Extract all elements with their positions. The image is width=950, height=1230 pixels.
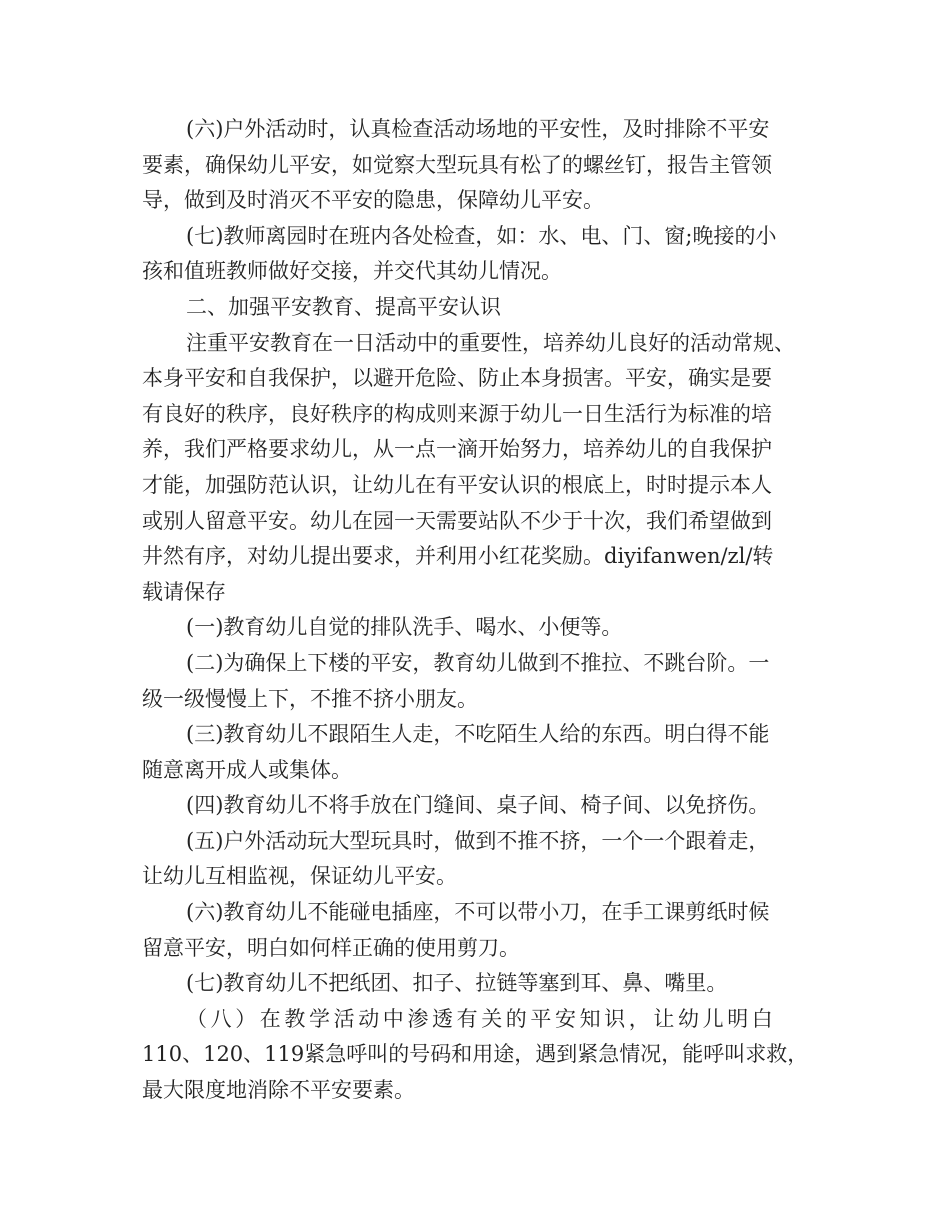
list-item [142,824,812,895]
section-heading [142,290,812,326]
text-line: 最大限度地消除不平安要素。 [142,1078,415,1103]
text-line: 110、120、119紧急呼叫的号码和用途，遇到紧急情况，能呼叫求救， [142,1042,809,1067]
text-line: 本身平安和自我保护，以避开危险、防止本身损害。平安，确实是要 [142,366,772,391]
text-line: 或别人留意平安。幼儿在园一天需要站队不少于十次，我们希望做到 [142,508,772,533]
text-line: (一)教育幼儿自觉的排队洗手、喝水、小便等。 [186,615,623,640]
text-line: (四)教育幼儿不将手放在门缝间、桌子间、椅子间、以免挤伤。 [186,793,770,818]
text-line: (五)户外活动玩大型玩具时，做到不推不挤，一个一个跟着走， [186,828,770,853]
text-line: （八）在教学活动中渗透有关的平安知识，让幼儿明白 [186,1006,777,1031]
list-item [142,895,812,966]
text-line: 二、加强平安教育、提高平安认识 [186,294,501,319]
text-line: 载请保存 [142,579,226,604]
text-line: 注重平安教育在一日活动中的重要性，培养幼儿良好的活动常规、 [186,330,795,355]
text-line: 导，做到及时消灭不平安的隐患，保障幼儿平安。 [142,188,604,213]
paragraph [142,219,812,290]
list-item [142,1002,812,1109]
text-line: 孩和值班教师做好交接，并交代其幼儿情况。 [142,259,562,284]
document-page [142,112,812,1109]
text-line: (六)户外活动时，认真检查活动场地的平安性，及时排除不平安 [186,117,770,141]
text-line: 留意平安，明白如何样正确的使用剪刀。 [142,935,520,960]
list-item [142,610,812,646]
text-line: (七)教育幼儿不把纸团、扣子、拉链等塞到耳、鼻、嘴里。 [186,971,728,996]
list-item [142,788,812,824]
text-line: (六)教育幼儿不能碰电插座，不可以带小刀，在手工课剪纸时候 [186,900,770,925]
text-line: 级一级慢慢上下，不推不挤小朋友。 [142,686,478,711]
text-line: 养，我们严格要求幼儿，从一点一滴开始努力，培养幼儿的自我保护 [142,437,772,462]
text-line: 要素，确保幼儿平安，如觉察大型玩具有松了的螺丝钉，报告主管领 [142,152,772,177]
text-line: 让幼儿互相监视，保证幼儿平安。 [142,864,457,889]
text-line: 才能，加强防范认识，让幼儿在有平安认识的根底上，时时提示本人 [142,472,772,497]
text-line: (二)为确保上下楼的平安，教育幼儿做到不推拉、不跳台阶。一 [186,650,770,675]
list-item [142,646,812,717]
list-item [142,717,812,788]
text-line: 井然有序，对幼儿提出要求，并利用小红花奖励。diyifanwen/zl/转 [142,544,774,569]
paragraph [142,326,812,611]
text-line: (七)教师离园时在班内各处检查，如：水、电、门、窗;晚接的小 [186,223,777,248]
text-line: 有良好的秩序，良好秩序的构成则来源于幼儿一日生活行为标准的培 [142,401,772,426]
paragraph [142,112,812,219]
text-line: (三)教育幼儿不跟陌生人走，不吃陌生人给的东西。明白得不能 [186,722,770,747]
text-line: 随意离开成人或集体。 [142,757,352,782]
list-item [142,966,812,1002]
